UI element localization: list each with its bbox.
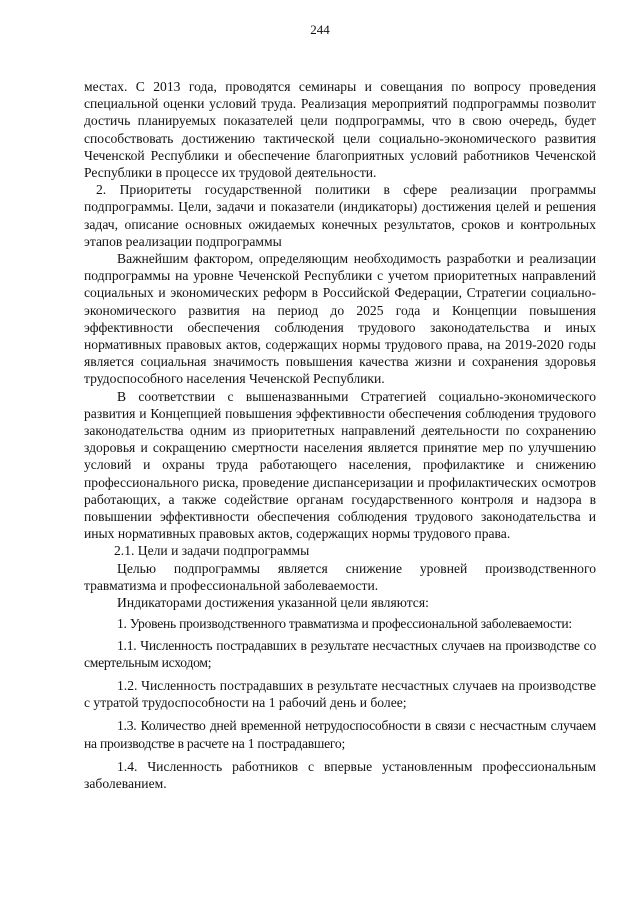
indicator-item-1-4: 1.4. Численность работников с впервые установленным профессиональным заболеванием. — [84, 758, 596, 791]
indicator-item-1-2: 1.2. Численность пострадавших в результате несчастных случаев на производстве с утратой трудоспособности на 1 рабочий день и более; — [84, 677, 596, 711]
paragraph-indicators-intro: Индикаторами достижения указанной цели являются: — [117, 595, 429, 611]
document-body — [84, 78, 596, 792]
paragraph-continuation: местах. С 2013 года, проводятся семинары и совещания по вопросу проведения специальной оценки условий труда. Реализация мероприятий подпрограммы позволит достичь планируемых показателей цели подпрограммы, что в свою очередь, будет способствовать достижению тактической цели социально-экономического развития Чеченской Республики и обеспечение благоприятных условий работников Чеченской Республики в процессе их трудовой деятельности. — [84, 79, 596, 181]
page-number: 244 — [310, 22, 330, 37]
paragraph-strategy: В соответствии с вышеназванными Стратегией социально-экономического развития и Концепцией повышения эффективности обеспечения соблюдения трудового законодательства одним из приоритетных направлений деятельности по сохранению здоровья и сокращению смертности населения является принятие мер по улучшению условий и охраны труда работающего населения, профилактике и снижению профессионального риска, проведение диспансеризации и профилактических осмотров работающих, а также содействие органам государственного контроля и надзора в повышении эффективности обеспечения соблюдения трудового законодательства и иных нормативных правовых актов, содержащих нормы трудового права. — [84, 388, 596, 542]
subsection-heading-goals: 2.1. Цели и задачи подпрограммы — [114, 543, 310, 559]
paragraph-goal: Целью подпрограммы является снижение уровней производственного травматизма и профессиональной заболеваемости. — [84, 560, 596, 593]
section-heading-priorities: 2. Приоритеты государственной политики в сфере реализации программы подпрограммы. Цели, задачи и показатели (индикаторы) достижения целей и решения задач, описание основных ожидаемых конечных результатов, сроков и контрольных этапов реализации подпрограммы — [84, 182, 596, 249]
indicator-item-1-1: 1.1. Численность пострадавших в результате несчастных случаев на производстве со смертельным исходом; — [84, 637, 596, 670]
indicator-item-1-3: 1.3. Количество дней временной нетрудоспособности в связи с несчастным случаем на производстве в расчете на 1 пострадавшего; — [84, 718, 596, 751]
paragraph-main-factor: Важнейшим фактором, определяющим необходимость разработки и реализации подпрограммы на уровне Чеченской Республики с учетом приоритетных направлений социальных и экономических реформ в Российской Федерации, Стратегии социально-экономического развития на период до 2025 года и Концепции повышения эффективности обеспечения соблюдения трудового законодательства и иных нормативных правовых актов, содержащих нормы трудового права, на 2019-2020 годы является социальная значимость повышения качества жизни и сохранения здоровья трудоспособного населения Чеченской Республики. — [84, 251, 596, 387]
indicator-item-1: 1. Уровень производственного травматизма и профессиональной заболеваемости: — [117, 616, 572, 632]
